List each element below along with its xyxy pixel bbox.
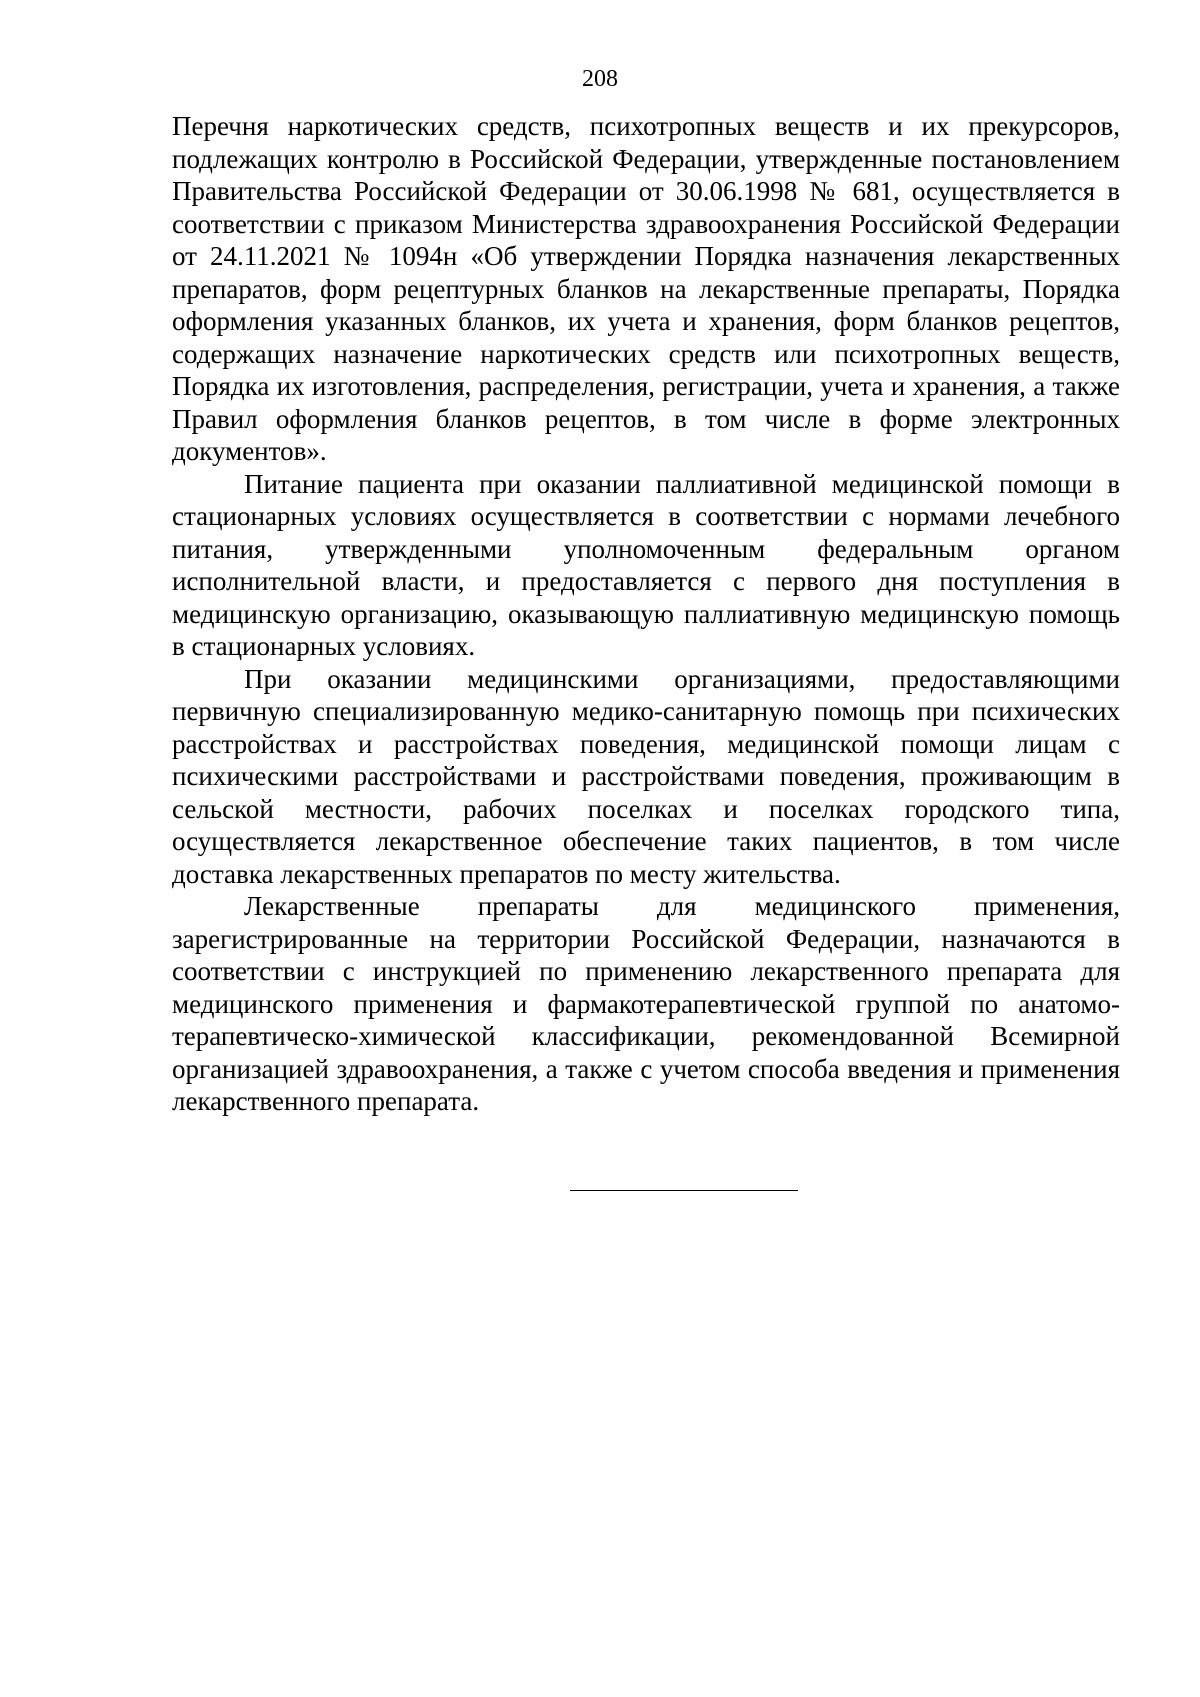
paragraph-patient-nutrition: Питание пациента при оказании паллиативной медицинской помощи в стационарных условиях осуществляется в соответствии с нормами лечебного питания, утвержденными уполномоченным федеральным органом исполнительной власти, и предоставляется с первого дня поступления в медицинскую организацию, оказывающую паллиативную медицинскую помощь в стационарных условиях. [172, 468, 1120, 661]
paragraph-psychiatric-care: При оказании медицинскими организациями, предоставляющими первичную специализированную медико-санитарную помощь при психических расстройствах и расстройствах поведения, медицинской помощи лицам с психическими расстройствами и расстройствами поведения, проживающим в сельской местности, рабочих поселках и поселках городского типа, осуществляется лекарственное обеспечение таких пациентов, в том числе доставка лекарственных препаратов по месту жительства. [172, 663, 1120, 889]
paragraph-drug-prescription: Лекарственные препараты для медицинского применения, зарегистрированные на территории Российской Федерации, назначаются в соответствии с инструкцией по применению лекарственного препарата для медицинского применения и фармакотерапевтической группой по анатомо-терапевтическо-химической классификации, рекомендованной Всемирной организацией здравоохранения, а также с учетом способа введения и применения лекарственного препарата. [172, 891, 1120, 1116]
paragraph-continuation: Перечня наркотических средств, психотропных веществ и их прекурсоров, подлежащих контролю в Российской Федерации, утвержденные постановлением Правительства Российской Федерации от 30.06.1998 № 681, осуществляется в соответствии с приказом Министерства здравоохранения Российской Федерации от 24.11.2021 № 1094н «Об утверждении Порядка назначения лекарственных препаратов, форм рецептурных бланков на лекарственные препараты, Порядка оформления указанных бланков, их учета и хранения, форм бланков рецептов, содержащих назначение наркотических средств или психотропных веществ, Порядка их изготовления, распределения, регистрации, учета и хранения, а также Правил оформления бланков рецептов, в том числе в форме электронных документов». [172, 111, 1120, 466]
document-body [172, 110, 1120, 1118]
page-number: 208 [582, 66, 618, 92]
end-of-section-rule [570, 1190, 798, 1191]
